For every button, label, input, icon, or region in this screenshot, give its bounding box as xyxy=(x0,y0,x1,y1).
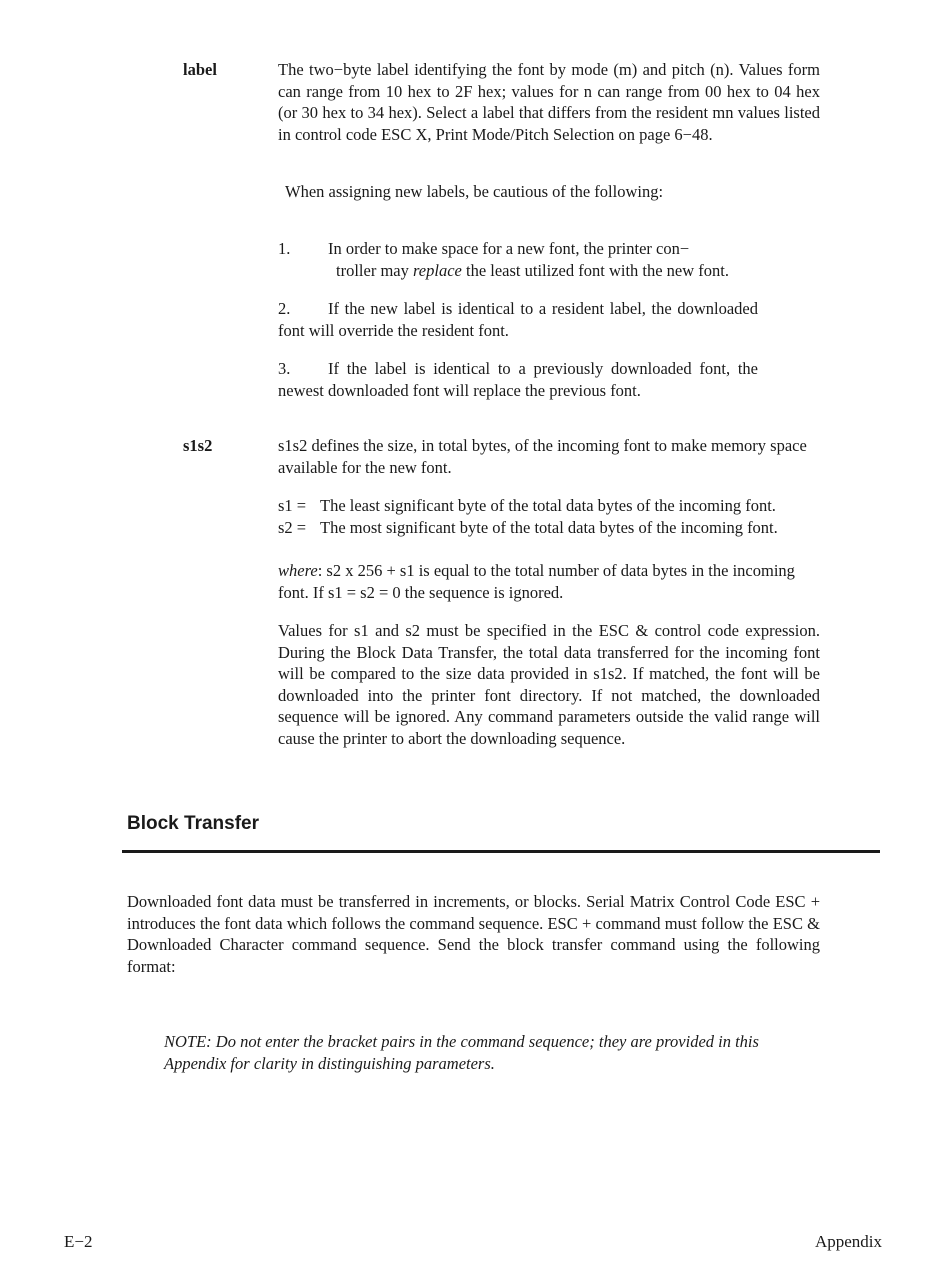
s2-text: The most significant byte of the total data bytes of the incoming font. xyxy=(320,518,778,537)
s2-definition xyxy=(278,517,778,539)
section-rule xyxy=(122,850,880,853)
where-text: : s2 x 256 + s1 is equal to the total number of data bytes in the incoming font. If s1 = s2 = 0 the sequence is ignored. xyxy=(278,561,795,602)
term-label: label xyxy=(183,60,217,79)
item-emphasis: replace xyxy=(412,260,462,280)
caution-intro: When assigning new labels, be cautious of the following: xyxy=(285,182,664,201)
item-text: troller may xyxy=(336,260,413,280)
item-text: If the new label is identical to a resident label, the downloaded font will override the resident font. xyxy=(278,299,758,340)
caution-item-1 xyxy=(278,238,758,281)
note: NOTE: Do not enter the bracket pairs in the command sequence; they are provided in this Appendix for clarity in distinguishing parameters. xyxy=(164,1032,759,1073)
values-paragraph: Values for s1 and s2 must be specified in the ESC & control code expression. During the Block Data Transfer, the total data transferred for the incoming font will be compared to the size data provided in s1s2. If matched, the font will be downloaded into the printer font directory. If not matched, the downloaded sequence will be ignored. Any command parameters outside the valid range will cause the printer to abort the downloading sequence. xyxy=(278,621,820,748)
item-number: 3. xyxy=(278,359,291,378)
item-number: 1. xyxy=(278,239,291,258)
footer-section: Appendix xyxy=(814,1232,882,1251)
page-number: E−2 xyxy=(64,1232,93,1251)
block-transfer-paragraph: Downloaded font data must be transferred in increments, or blocks. Serial Matrix Control Code ESC + introduces the font data which follows the command sequence. ESC + command must follow the ESC & Downloaded Character command sequence. Send the block transfer command using the following format: xyxy=(127,892,820,976)
item-number: 2. xyxy=(278,299,291,318)
item-text: In order to make space for a new font, the printer con− xyxy=(328,239,690,258)
caution-item-2 xyxy=(278,298,758,341)
s1-text: The least significant byte of the total data bytes of the incoming font. xyxy=(320,496,776,515)
where-clause xyxy=(278,560,820,603)
s1-label: s1 = xyxy=(278,496,307,515)
s1s2-description: s1s2 defines the size, in total bytes, of the incoming font to make memory space available for the new font. xyxy=(278,436,807,477)
item-text: the least utilized font with the new font. xyxy=(461,260,730,280)
s1-definition xyxy=(278,495,776,517)
item-text: If the label is identical to a previously downloaded font, the newest downloaded font will replace the previous font. xyxy=(278,359,758,400)
label-description: The two−byte label identifying the font by mode (m) and pitch (n). Values form can range from 10 hex to 2F hex; values for n can range from 00 hex to 04 hex (or 30 hex to 34 hex). Select a label that differs from the resident mn values listed in control code ESC X, Print Mode/Pitch Selection on page 6−48. xyxy=(278,60,820,144)
caution-item-3 xyxy=(278,358,758,401)
section-heading: Block Transfer xyxy=(127,813,259,834)
term-s1s2: s1s2 xyxy=(183,436,213,455)
where-label: where xyxy=(278,561,318,580)
s2-label: s2 = xyxy=(278,518,307,537)
